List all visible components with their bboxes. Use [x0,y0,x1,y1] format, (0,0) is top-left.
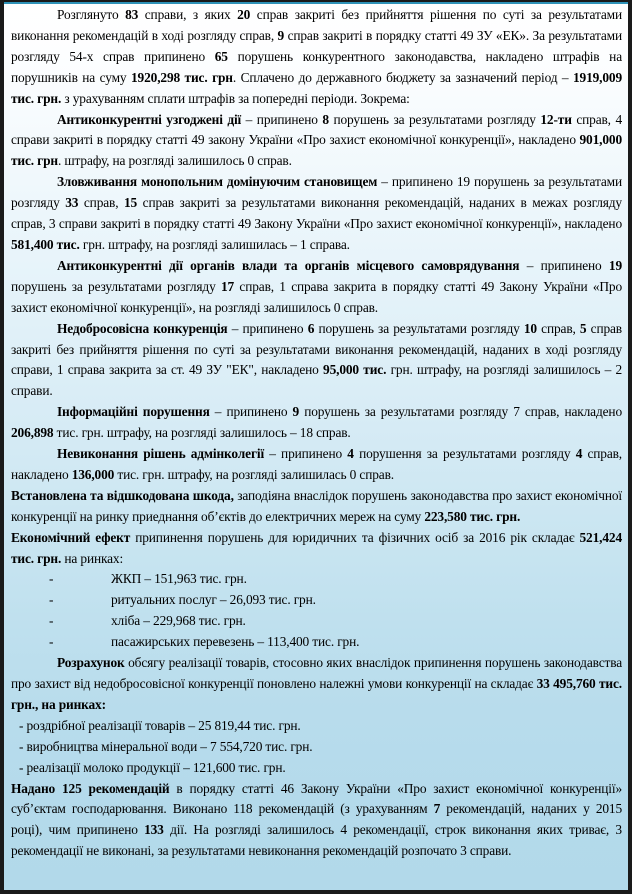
paragraph-economic-effect [11,528,622,570]
heading-economic-effect: Економічний ефект [11,529,131,545]
text-run: справ, накладено [11,446,622,482]
number-violations: 8 [322,111,329,127]
amount-damage: 223,580 тис. грн. [424,508,521,524]
number-violations: 19 [608,257,623,273]
label-on-markets: на ринках: [41,696,106,712]
text-run: – припинено [519,257,609,273]
document-body [4,2,628,890]
paragraph-recommendations [11,779,622,863]
number-cases-closed: 5 [579,320,587,336]
dash-bullet-icon: - [49,613,54,629]
amount-fine: 136,000 [71,466,115,482]
paragraph-monopoly-abuse [11,172,622,256]
amount-turnover: 33 495,760 тис. грн., [11,676,622,712]
text-run: обсягу реалізації товарів, стосовно яких внаслідок припинення порушень законодавства про захист від недобросовісної конкуренції поновлено належні умови конкуренції на складає [11,655,622,691]
amount-fine: 901,000 тис. грн [11,132,622,169]
heading-authority-actions: Антиконкурентні дії органів влади та органів місцевого самоврядування [57,257,520,273]
text-run: справ закриті в порядку статті 49 ЗУ «ЕК». За результатами розгляду 54-х справ припинено [11,27,622,64]
calculation-list [11,716,622,779]
text-run: рекомендацій, наданих у 2015 році), чим припинено [11,801,622,838]
list-item-text: ритуальних послуг – 26,093 тис. грн. [111,592,316,608]
top-accent-rule [4,2,628,4]
text-run: – припинено [209,404,293,420]
number-cases: 4 [575,446,583,462]
paragraph-concerted-actions [11,110,622,173]
number-violations: 4 [347,446,354,462]
paragraph-unfair-competition [11,319,622,403]
list-item [11,632,622,653]
list-item [11,611,622,632]
text-run: на ринках: [61,550,124,566]
text-run: тис. грн. штрафу, на розгляді залишилось – 18 справ. [53,425,351,441]
text-run: порушень за результатами розгляду [328,111,541,127]
number-cases: 12-ти [540,111,572,127]
text-run: – припинено 19 порушень за результатами розгляду [11,174,623,211]
text-run: справ, 4 справи закриті в порядку статті 49 закону України «Про захист економічної конкуренції», накладено [11,111,622,148]
text-run: порушень за результатами розгляду [11,278,221,294]
amount-fine: 206,898 [11,425,54,441]
markets-list [11,569,622,653]
text-run: – припинено [227,320,308,336]
heading-calculation: Розрахунок [57,655,125,671]
paragraph-cases-overview [11,5,622,110]
list-item [11,569,622,590]
list-item: - реалізації молоко продукції – 121,600 тис. грн. [19,759,286,775]
number-violations: 9 [292,404,300,420]
text-run: дії. На розгляді залишилось 4 рекомендації, строк виконання яких триває, 3 рекомендації не виконані, за результатами невиконання рекомендацій розпочато 3 справи. [11,822,622,859]
number-cases: 33 [65,195,79,211]
heading-damage-compensated: Встановлена та відшкодована шкода, [11,487,234,503]
heading-noncompliance-decisions: Невиконання рішень адмінколегії [57,446,265,462]
dash-bullet-icon: - [49,634,54,650]
list-item [11,590,622,611]
text-run: грн. штрафу, на розгляді залишилась – 1 справа. [79,236,350,252]
text-run: – припинено [264,446,348,462]
heading-monopoly-abuse: Зловживання монопольним домінуючим становищем [57,174,378,190]
number-violations: 6 [307,320,315,336]
paragraph-damage-compensated [11,486,622,528]
text-run: в порядку статті 46 Закону України «Про захист економічної конкуренції» суб’єктам господарювання. Виконано 118 рекомендацій (з урахуванням [11,780,622,817]
amount-fine: 581,400 тис. [11,236,80,252]
paragraph-noncompliance-decisions [11,444,622,486]
text-run: порушень за результатами розгляду 7 справ, накладено [299,404,622,420]
number-cases-closed-art49: 9 [277,27,285,43]
text-run: . штрафу, на розгляді залишилось 0 справ. [57,153,292,169]
number-cases-closed: 15 [123,195,138,211]
text-run: справ, [78,195,124,211]
heading-concerted-actions: Антиконкурентні узгоджені дії [57,111,242,127]
text-run: Розглянуто [57,7,126,22]
text-run: – припинено [241,111,323,127]
list-item-text: ЖКП – 151,963 тис. грн. [111,571,247,587]
amount-paid-to-budget: 1919,009 тис. грн. [11,69,622,106]
text-run: грн. штрафу, на розгляді залишилось – 2 справи. [11,362,622,399]
text-run: з урахуванням сплати штрафів за попередні періоди. Зокрема: [61,90,410,106]
text-run: справ закриті без прийняття рішення по суті за результатами виконання рекомендацій в ході розгляду справ, [11,7,622,43]
dash-bullet-icon: - [49,571,54,587]
amount-fine: 95,000 тис. [323,362,387,378]
text-run: справ закриті за результатами виконання рекомендацій, наданих в межах розгляду справ, 3 справи закриті в порядку статті 49 Закону України «Про захист економічної конкуренції», накладено [11,195,622,232]
text-run: . Сплачено до державного бюджету за зазначений період – [232,69,573,85]
number-actions-stopped: 133 [144,822,164,838]
paragraph-calculation [11,653,622,716]
list-item-text: хліба – 229,968 тис. грн. [111,613,246,629]
list-item: - виробництва мінеральної води – 7 554,720 тис. грн. [19,738,313,754]
text-run: справ, 1 справа закрита в порядку статті 49 Закону України «Про захист економічної конкуренції», на розгляді залишилось 0 справ. [11,278,622,315]
number-cases-considered: 83 [125,7,139,22]
number-prior-year-recommendations: 7 [433,801,441,817]
heading-unfair-competition: Недобросовісна конкуренція [57,320,228,336]
text-run: справ, [536,320,580,336]
dash-bullet-icon: - [49,592,54,608]
list-item-text: пасажирських перевезень – 113,400 тис. грн. [111,634,360,650]
amount-fines-imposed: 1920,298 тис. грн [131,69,233,85]
text-run: порушень за результатами розгляду [314,320,524,336]
heading-recommendations: Надано 125 рекомендацій [11,780,170,796]
amount-economic-effect: 521,424 тис. грн. [11,529,622,566]
text-run: порушення за результатами розгляду [353,446,576,462]
text-run: припинення порушень для юридичних та фізичних осіб за 2016 рік складає [130,529,580,545]
number-cases: 17 [220,278,235,294]
paragraph-authority-actions [11,256,622,319]
text-run: справи, з яких [138,7,238,22]
paragraph-information-violations [11,402,622,444]
list-item: - роздрібної реалізації товарів – 25 819,44 тис. грн. [19,717,301,733]
text-run: тис. грн. штрафу, на розгляді залишилась 0 справ. [114,466,394,482]
heading-information-violations: Інформаційні порушення [57,404,210,420]
number-violations-stopped: 65 [214,48,228,64]
number-cases: 10 [523,320,537,336]
number-cases-closed-no-decision: 20 [237,7,251,22]
text-run: порушень конкурентного законодавства, накладено штрафів на порушників на суму [11,48,622,85]
text-run: заподіяна внаслідок порушень законодавства про захист економічної конкуренції на ринку приеднання об’єктів до електричних мереж на суму [11,487,623,524]
text-run: справ закриті без прийняття рішення по суті за результатами виконання рекомендацій, наданих в ході розгляду справи, 1 справа закрита за ст. 49 ЗУ "ЕК", накладено [11,320,622,378]
